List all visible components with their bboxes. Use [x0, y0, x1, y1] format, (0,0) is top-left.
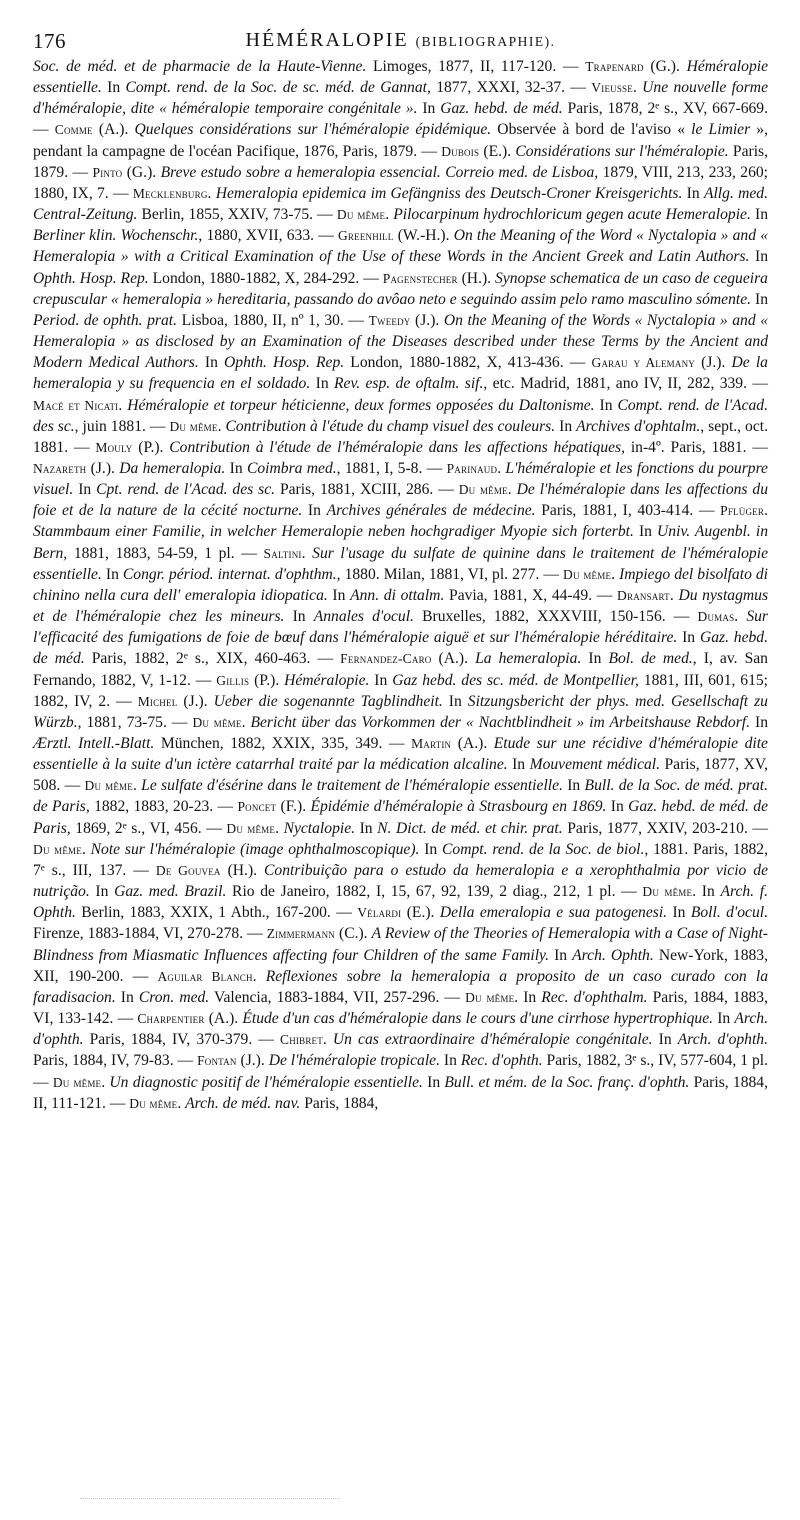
title-text: Etude sur une récidive d'héméralopie dite essentielle à la suite d'un ictère catarrhal traité par la médication alcaline.	[33, 735, 768, 774]
citation-text: (J.).	[694, 354, 732, 372]
citation-text: Paris, 1878, 2ᵉ s., XV, 667-669. —	[33, 100, 769, 139]
citation-text: 1869, 2ᵉ s., VI, 456. —	[70, 819, 227, 837]
title-text: Contribution à l'étude du champ visuel des couleurs.	[225, 417, 556, 435]
title-text: Du nystagmus et de l'héméralopie chez les mineurs.	[33, 586, 769, 626]
title-text: Annales d'ocul.	[313, 608, 414, 626]
author-name: Du même	[336, 207, 386, 223]
citation-text: (F.).	[276, 798, 311, 816]
title-text: Univ. Augenbl. in Bern,	[33, 523, 768, 562]
title-text: Archives d'ophtalm.	[576, 417, 701, 435]
citation-text: Paris, 1884,	[300, 1094, 379, 1112]
citation-text: , 1880, XVII, 633. —	[198, 227, 338, 245]
author-name: Du même	[226, 820, 276, 836]
title-text: Stammbaum einer Familie, in welcher Hemeralopie neben hochgradiger Myopie sich forterbt.	[33, 523, 634, 541]
citation-text: New-York, 1883, XII, 190-200. —	[33, 946, 769, 985]
citation-text: In	[751, 290, 768, 308]
page-footer-rule	[80, 1498, 340, 1502]
author-name: Tweedy	[368, 312, 411, 328]
citation-text: (A.).	[204, 1010, 243, 1028]
title-text: Quelques considérations sur l'héméralopie épidémique.	[134, 121, 492, 139]
citation-text: Rio de Janeiro, 1882, I, 15, 67, 92, 139, 2 diag., 212, 1 pl. —	[226, 883, 643, 901]
title-text: Ophth. Hosp. Rep.	[33, 269, 149, 287]
title-text: Allg. med. Central-Zeitung.	[33, 184, 768, 224]
title-text: Synopse schematica de un caso de cegueira crepuscular « hemeralopia » hereditaria, passando do avôao neto e seguindo assim pelo ramo masculino sómente.	[33, 269, 768, 308]
citation-text: .	[764, 502, 768, 520]
title-text: Congr. périod. internat. d'ophthm.	[122, 565, 337, 583]
bibliography-paragraph	[33, 56, 768, 1114]
author-name: Du même	[52, 1074, 102, 1090]
citation-text: In	[633, 523, 658, 541]
title-text: Gaz. hebd. de méd. de Paris,	[33, 798, 768, 837]
citation-text: Observée à bord de l'aviso «	[491, 121, 692, 139]
citation-text: in-4º. Paris, 1881. —	[625, 438, 768, 456]
citation-text: In	[594, 396, 618, 414]
title-text: Arch. f. Ophth.	[33, 883, 768, 922]
author-name: Parinaud	[446, 460, 498, 476]
title-text: Arch. Ophth.	[572, 946, 654, 964]
citation-text: In	[652, 1031, 678, 1049]
citation-text: .	[101, 1073, 110, 1091]
citation-text: (E.).	[479, 142, 516, 160]
citation-text: (J.).	[86, 459, 120, 477]
author-name: Nazareth	[33, 460, 87, 476]
citation-text: In	[750, 713, 769, 731]
citation-text: Paris, 1882, 3ᵉ s., IV, 577-604, 1 pl. —	[33, 1052, 768, 1091]
citation-text: In	[549, 946, 573, 964]
title-text: On the Meaning of the Words « Nyctalopia » and « Hemeralopia » as disclosed by an Examination of the Diseases described under these Terms by the Ancient and Modern Medical Authors.	[33, 311, 768, 372]
citation-text: In	[419, 840, 443, 858]
title-text: Archives générales de médecine.	[326, 502, 536, 520]
author-name: Comme	[54, 122, 93, 138]
citation-text: .	[132, 777, 142, 795]
author-name: Du même	[33, 841, 82, 857]
author-name: Fernandez-Caro	[340, 651, 432, 667]
citation-text: In	[101, 565, 123, 583]
book-page	[33, 0, 768, 1114]
citation-text: In	[327, 586, 351, 604]
citation-text: 1882, 1883, 20-23. —	[89, 798, 238, 816]
citation-text: , etc. Madrid, 1881, ano IV, II, 282, 339. —	[483, 375, 768, 393]
title-text: Arch. d'ophth.	[33, 1010, 769, 1049]
citation-text: (H.).	[220, 861, 265, 879]
title-text: Soc. de méd. et de pharmacie de la Haute-Vienne.	[33, 58, 367, 75]
author-name: Fontan	[197, 1053, 237, 1069]
citation-text: Paris, 1884, IV, 370-379. —	[83, 1031, 281, 1049]
author-name: De Gouvea	[155, 862, 221, 878]
citation-text: .	[632, 79, 643, 97]
citation-text: Paris, 1881, I, 403-414. —	[535, 502, 721, 520]
citation-text: London, 1880-1882, X, 284-292. —	[148, 269, 383, 287]
citation-text: (P.).	[132, 438, 170, 456]
citation-text: In	[555, 417, 577, 435]
citation-text: (C.).	[334, 925, 372, 943]
citation-text: In	[355, 819, 378, 837]
citation-text: .	[507, 481, 517, 499]
title-text: Bericht über das Vorkommen der « Nachtblindheit » im Arbeitshause Rebdorf.	[250, 713, 751, 731]
citation-text: .	[118, 396, 128, 414]
author-name: Mouly	[95, 439, 133, 455]
running-title-main: HÉMÉRALOPIE	[245, 29, 409, 51]
title-text: Épidémie d'héméralopie à Strasbourg en 1869.	[310, 798, 607, 816]
citation-text: , sept., oct. 1881. —	[33, 417, 769, 456]
author-name: Du même	[169, 418, 218, 434]
citation-text: (A.).	[451, 735, 494, 752]
citation-text: (P.).	[249, 671, 285, 689]
citation-text: In	[101, 79, 126, 97]
citation-text: In	[507, 756, 530, 774]
title-text: Compt. rend. de la Soc. de biol.	[442, 840, 645, 858]
citation-text: (G.).	[122, 163, 161, 181]
title-text: Note sur l'héméralopie (image ophthalmoscopique).	[90, 840, 420, 858]
citation-text: In	[73, 481, 97, 499]
citation-text: (W.-H.).	[393, 227, 454, 245]
title-text: Boll. d'ocul.	[690, 904, 768, 922]
citation-text: .	[669, 586, 679, 604]
citation-text: Paris, 1877, XV, 508. —	[33, 756, 769, 795]
title-text: Rec. d'ophth.	[460, 1052, 543, 1070]
citation-text: , 1881, 73-75. —	[77, 713, 193, 731]
citation-text: Limoges, 1877, II, 117-120. —	[366, 58, 586, 75]
title-text: Le sulfate d'ésérine dans le traitement de l'héméralopie essentielle.	[141, 777, 563, 795]
title-text: La hemeralopia.	[475, 650, 582, 668]
citation-text: Bruxelles, 1882, XXXVIII, 150-156. —	[413, 608, 698, 626]
title-text: Cpt. rend. de l'Acad. des sc.	[96, 481, 276, 499]
citation-text: », pendant la campagne de l'océan Pacifique, 1876, Paris, 1879. —	[33, 121, 768, 160]
citation-text: In	[89, 883, 115, 901]
author-name: Mecklenburg	[132, 185, 208, 201]
author-name: Dubois	[441, 143, 480, 159]
author-name: Du même	[84, 778, 133, 794]
citation-text: , 1880. Milan, 1881, VI, pl. 277. —	[336, 565, 564, 583]
citation-text: .	[497, 459, 506, 477]
citation-text: .	[217, 417, 226, 435]
author-name: Vieusse	[591, 80, 633, 96]
citation-text: Paris, 1882, 2ᵉ s., XIX, 460-463. —	[84, 650, 341, 668]
title-text: Bull. et mém. de la Soc. franç. d'ophth.	[444, 1073, 690, 1091]
title-text: Compt. rend. de la Soc. de sc. méd. de Gannat,	[125, 79, 431, 97]
running-header	[33, 0, 768, 56]
citation-text: .	[81, 840, 91, 858]
citation-text: In	[417, 100, 441, 118]
title-text: On the Meaning of the Word « Nyctalopia » and « Hemeralopia » with a Critical Examination of the Use of these Words in the Ancient Greek and Latin Authors.	[33, 227, 768, 266]
author-name: Poncet	[237, 799, 277, 815]
citation-text: .	[734, 608, 747, 626]
title-text: Ann. di ottalm.	[350, 586, 445, 604]
title-text: Sitzungsbericht der phys. med. Gesellschaft zu Würzb.	[33, 692, 768, 731]
citation-text: Paris, 1884, 1883, VI, 133-142. —	[33, 988, 769, 1028]
citation-text: .	[177, 1094, 186, 1112]
citation-text: In	[369, 671, 393, 689]
page-number: 176	[33, 29, 66, 53]
citation-text: (H.).	[457, 269, 495, 287]
author-name: Pflüger	[720, 503, 765, 519]
title-text: Étude d'un cas d'héméralopie dans le cours d'une cirrhose hypertrophique.	[242, 1010, 714, 1028]
citation-text: In	[750, 206, 769, 224]
citation-text: Firenze, 1883-1884, VI, 270-278. —	[33, 925, 267, 943]
author-name: Du même	[465, 989, 515, 1005]
citation-text: In	[713, 1010, 735, 1028]
author-name: Greenhill	[337, 228, 394, 244]
running-title-subtitle: (BIBLIOGRAPHIE).	[415, 34, 556, 49]
title-text: Héméralopie essentielle.	[33, 58, 768, 97]
citation-text: 1881, 1883, 54-59, 1 pl. —	[67, 544, 264, 562]
citation-text: (J.).	[177, 692, 214, 710]
citation-text: , juin 1881. —	[74, 417, 170, 435]
author-name: Du même	[458, 482, 508, 498]
citation-text: In	[749, 248, 769, 266]
citation-text: Valencia, 1883-1884, VII, 257-296. —	[209, 988, 466, 1006]
title-text: Breve estudo sobre a hemeralopia essencial. Correio med. de Lisboa,	[160, 163, 599, 181]
title-text: Hemeralopia epidemica im Gefängniss des Deutsch-Croner Kreisgerichts.	[215, 184, 683, 202]
author-name: Du même	[563, 566, 612, 582]
title-text: Un cas extraordinaire d'héméralopie congénitale.	[332, 1031, 653, 1049]
citation-text: (E.).	[401, 904, 440, 922]
author-name: Gillis	[216, 672, 250, 688]
citation-text: In	[562, 777, 585, 795]
citation-text: In	[198, 354, 225, 372]
author-name: Dumas	[697, 609, 735, 625]
citation-text: (A.).	[92, 121, 135, 139]
title-text: Coimbra med.	[246, 459, 337, 477]
author-name: Zimmermann	[266, 926, 335, 942]
title-text: Rev. esp. de oftalm. sif.	[334, 375, 484, 393]
citation-text: Paris, 1884, IV, 79-83. —	[33, 1052, 198, 1070]
citation-text: .	[301, 544, 313, 562]
citation-text: München, 1882, XXIX, 335, 349. —	[154, 735, 412, 752]
citation-text: Paris, 1879. —	[33, 142, 768, 181]
title-text: Un diagnostic positif de l'héméralopie essentielle.	[109, 1073, 423, 1091]
citation-text: .	[207, 184, 216, 202]
citation-text: In	[422, 1073, 445, 1091]
citation-text: (J.).	[236, 1052, 269, 1070]
author-name: Du même	[642, 884, 693, 900]
citation-text: In	[581, 650, 609, 668]
title-text: Gaz. hebd. de méd.	[440, 100, 563, 118]
title-text: N. Dict. de méd. et chir. prat.	[377, 819, 563, 837]
citation-text: 1877, XXXI, 32-37. —	[430, 79, 592, 97]
citation-text: Paris, 1877, XXIV, 203-210. —	[562, 819, 769, 837]
citation-text: In	[225, 459, 247, 477]
title-text: Sur l'efficacité des fumigations de foie de bœuf dans l'héméralopie aiguë et sur l'héméralopie héréditaire.	[33, 608, 768, 647]
title-text: Rec. d'ophthalm.	[541, 988, 648, 1006]
citation-text: 1881, III, 601, 615; 1882, IV, 2. —	[33, 671, 768, 710]
citation-text: In	[667, 904, 691, 922]
citation-text: Paris, 1881, XCIII, 286. —	[275, 481, 459, 499]
author-name: Du même	[129, 1095, 178, 1111]
citation-text: , I, av. San Fernando, 1882, V, 1-12. —	[33, 650, 768, 689]
author-name: Aguilar Blanch	[157, 968, 253, 984]
title-text: Compt. rend. de l'Acad. des sc.	[33, 396, 768, 435]
title-text: Gaz. hebd. de méd.	[33, 629, 769, 668]
title-text: Cron. med.	[138, 988, 210, 1006]
citation-text: . In	[514, 988, 542, 1006]
title-text: De la hemeralopia y su frequencia en el soldado.	[33, 354, 768, 393]
title-text: Nyctalopie.	[283, 819, 356, 837]
author-name: Du même	[192, 714, 242, 730]
citation-text: In	[606, 798, 629, 816]
author-name: Dransart	[617, 587, 670, 603]
citation-text: In	[284, 608, 314, 626]
citation-text: In	[310, 375, 334, 393]
author-name: Saltini	[263, 545, 302, 561]
citation-text: (G.).	[643, 58, 687, 75]
author-name: Pagenstecher	[382, 270, 458, 286]
title-text: Ophth. Hosp. Rep.	[224, 354, 345, 372]
title-text: Bull. de la Soc. de méd. prat. de Paris,	[33, 777, 769, 816]
title-text: Ærztl. Intell.-Blatt.	[33, 735, 155, 752]
citation-text: In	[439, 1052, 461, 1070]
title-text: Berliner klin. Wochenschr.	[33, 227, 199, 245]
citation-text: .	[275, 819, 284, 837]
citation-text: .	[252, 967, 266, 985]
title-text: Da hemeralopia.	[119, 459, 226, 477]
title-text: Contribution à l'étude de l'héméralopie dans les affections hépatiques,	[169, 438, 626, 456]
title-text: Reflexiones sobre la hemeralopia a proposito de un caso curado con la faradisacion.	[33, 967, 768, 1006]
author-name: Chibret	[280, 1032, 323, 1048]
title-text: Une nouvelle forme d'héméralopie, dite « héméralopie temporaire congénitale ».	[33, 79, 768, 118]
citation-text: . In	[692, 883, 721, 901]
running-title	[33, 29, 768, 52]
title-text: Period. de ophth. prat.	[33, 311, 178, 329]
author-name: Trapenard	[585, 59, 644, 74]
title-text: Arch. de méd. nav.	[185, 1094, 301, 1112]
citation-text: Berlin, 1883, XXIX, 1 Abth., 167-200. —	[75, 904, 358, 922]
citation-text: .	[322, 1031, 333, 1049]
title-text: Contribuição para o estudo da hemeralopia e a xerophthalmia por vicio de nutrição.	[33, 861, 769, 901]
citation-text: Paris, 1884, II, 111-121. —	[33, 1073, 768, 1112]
author-name: Pinto	[92, 164, 123, 180]
citation-text: Berlin, 1855, XXIV, 73-75. —	[137, 206, 337, 224]
title-text: Impiego del bisolfato di chinino nella cura dell' emeralopia idiopatica.	[33, 565, 769, 604]
author-name: Vélardi	[357, 905, 402, 921]
author-name: Charpentier	[137, 1011, 205, 1027]
title-text: L'héméralopie et les fonctions du pourpre visuel.	[33, 459, 768, 499]
citation-text: In	[682, 184, 704, 202]
citation-text: London, 1880-1882, X, 413-436. —	[344, 354, 592, 372]
citation-text: .	[611, 565, 620, 583]
title-text: Della emeralopia e sua patogenesi.	[439, 904, 668, 922]
citation-text: , 1881. Paris, 1882, 7ᵉ s., III, 137. —	[33, 840, 769, 879]
citation-text: .	[385, 206, 394, 224]
title-text: De l'héméralopie tropicale.	[268, 1052, 440, 1070]
title-text: Arch. d'ophth.	[677, 1031, 768, 1049]
title-text: Gaz hebd. des sc. méd. de Montpellier,	[392, 671, 639, 689]
author-name: Garau y Alemany	[591, 355, 695, 371]
title-text: Mouvement médical.	[529, 756, 661, 774]
citation-text: , 1881, I, 5-8. —	[336, 459, 447, 477]
citation-text: In	[115, 988, 139, 1006]
citation-text: Lisboa, 1880, II, nº 1, 30. —	[177, 311, 369, 329]
citation-text: .	[241, 713, 251, 731]
title-text: Considérations sur l'héméralopie.	[515, 142, 729, 160]
title-text: Gaz. med. Brazil.	[114, 883, 227, 901]
title-text: Héméralopie et torpeur héticienne, deux formes opposées du Daltonisme.	[127, 396, 595, 414]
title-text: Pilocarpinum hydrochloricum gegen acute Hemeralopie.	[393, 206, 751, 224]
author-name: Michel	[137, 693, 178, 709]
title-text: De l'héméralopie dans les affections du foie et de la nature de la cécité nocturne.	[33, 481, 768, 520]
title-text: le Limier	[691, 121, 751, 139]
author-name: Martin	[411, 736, 452, 751]
citation-text: In	[677, 629, 700, 647]
author-name: Macé et Nicati	[33, 397, 119, 413]
citation-text: In	[302, 502, 327, 520]
title-text: Sur l'usage du sulfate de quinine dans le traitement de l'héméralopie essentielle.	[33, 544, 768, 583]
title-text: Bol. de med.	[608, 650, 693, 668]
citation-text: (A.).	[431, 650, 476, 668]
title-text: Ueber die sogenannte Tagblindheit.	[213, 692, 443, 710]
citation-text: 1879, VIII, 213, 233, 260; 1880, IX, 7. —	[33, 163, 769, 202]
citation-text: Pavia, 1881, X, 44-49. —	[444, 586, 618, 604]
citation-text: (J.).	[410, 311, 444, 329]
title-text: A Review of the Theories of Hemeralopia with a Case of Night-Blindness from Miasmatic Influences affecting four Children of the same Family.	[33, 925, 768, 964]
title-text: Héméralopie.	[284, 671, 370, 689]
citation-text: In	[442, 692, 468, 710]
